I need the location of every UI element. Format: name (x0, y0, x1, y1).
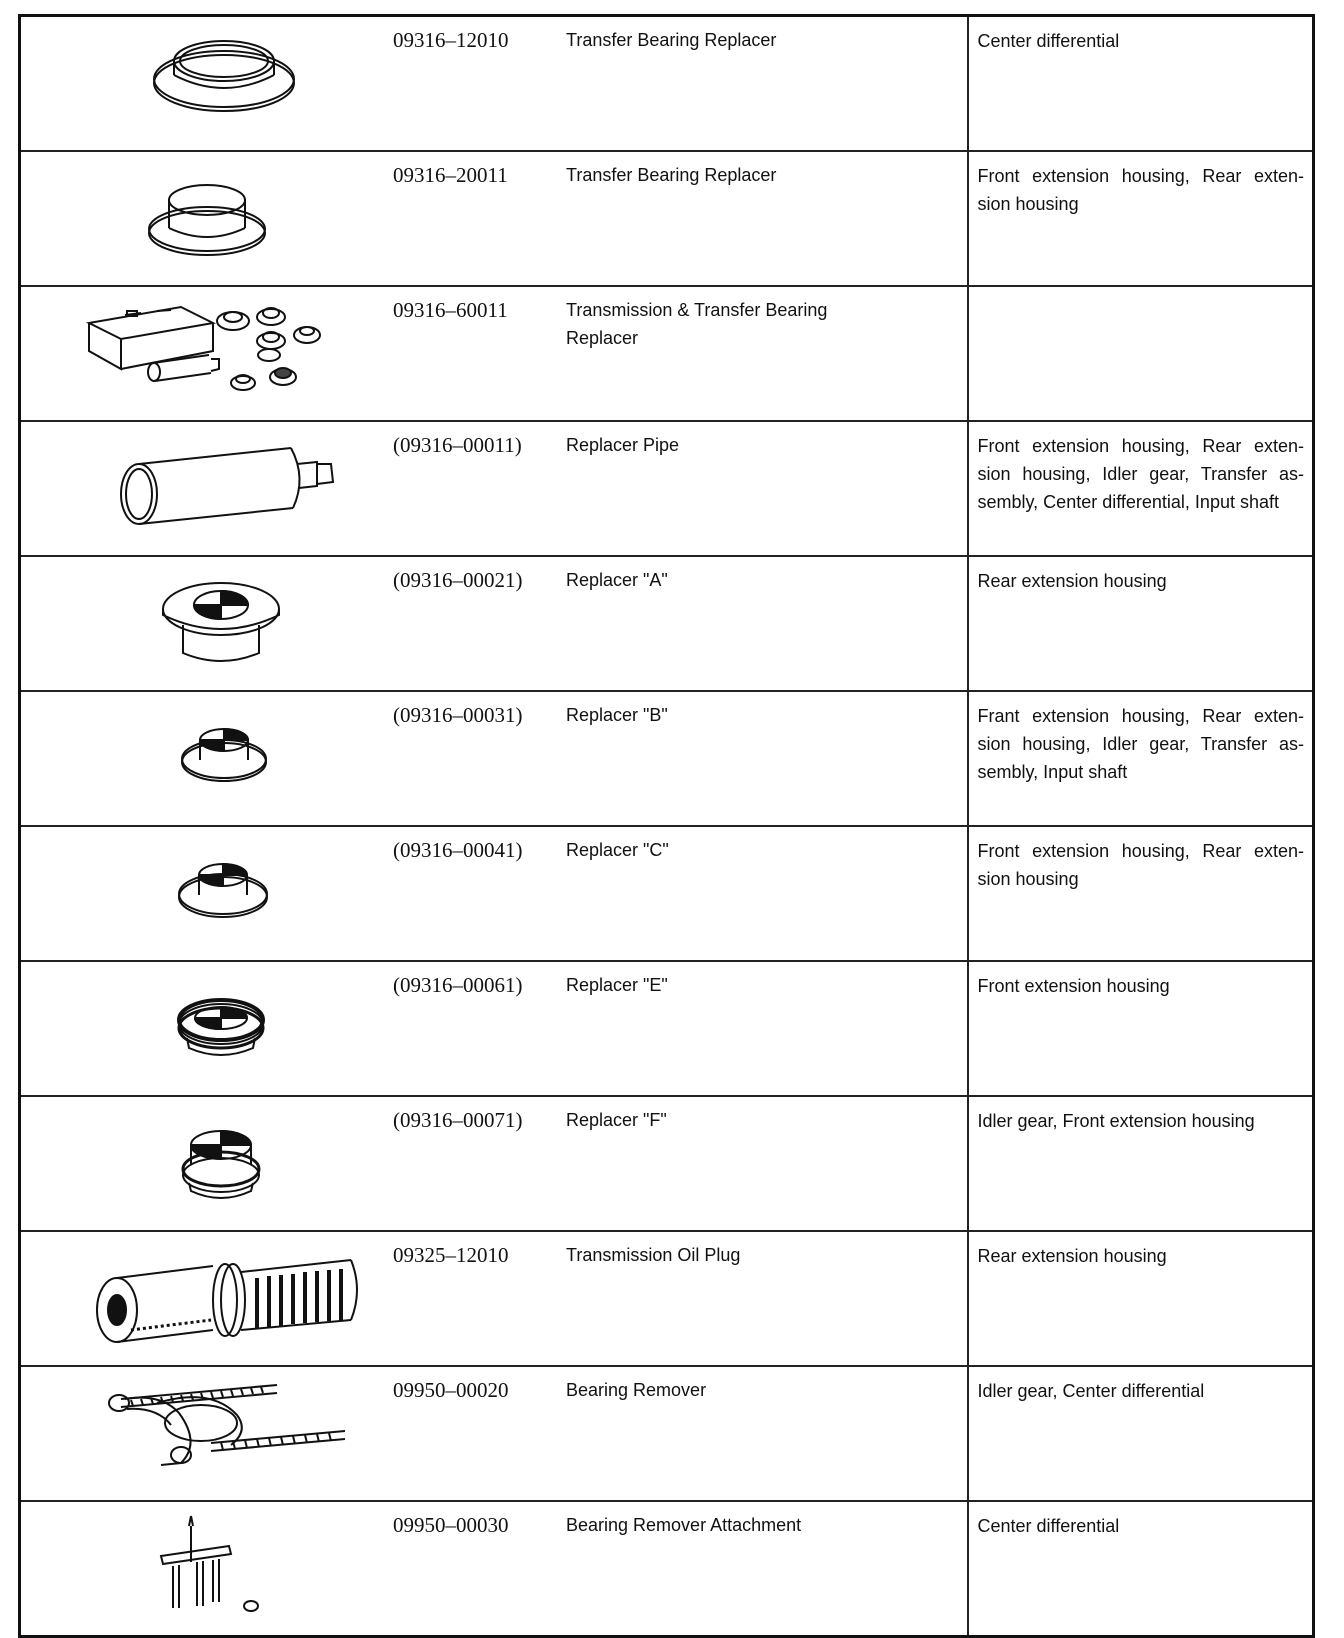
table-row (20, 16, 1314, 152)
tool-application: Center differential (968, 1501, 1314, 1637)
table-row (20, 826, 1314, 961)
tool-application: Rear extension housing (968, 1231, 1314, 1366)
table-row (20, 421, 1314, 556)
table-row (20, 151, 1314, 286)
part-number: (09316–00031) (393, 703, 523, 727)
replacer-pipe-icon (61, 428, 391, 543)
bearing-remover-attachment-icon (61, 1508, 391, 1623)
tool-application: Front extension housing (968, 961, 1314, 1096)
part-number: (09316–00061) (393, 973, 523, 997)
part-number: 09316–60011 (393, 298, 508, 322)
table-row (20, 1231, 1314, 1366)
part-number: 09325–12010 (393, 1243, 509, 1267)
tool-name: Bearing Remover Attachment (566, 1515, 802, 1535)
tool-name: Replacer "B" (566, 705, 668, 725)
tool-application: Front extension housing, Rear exten-sion housing, Idler gear, Transfer as-sembly, Center differential, Input shaft (968, 421, 1314, 556)
part-number: 09950–00020 (393, 1378, 509, 1402)
tool-name: Bearing Remover (566, 1380, 707, 1400)
replacer-set-icon (61, 293, 391, 408)
replacer-a-icon (61, 563, 391, 678)
tool-name: Replacer "C" (566, 840, 669, 860)
part-number: 09316–20011 (393, 163, 508, 187)
bearing-remover-icon (61, 1373, 391, 1488)
table-row (20, 1096, 1314, 1231)
tool-application: Front extension housing, Rear exten-sion housing (968, 826, 1314, 961)
table-row (20, 556, 1314, 691)
transfer-bearing-replacer-icon (61, 158, 391, 273)
tool-application: Rear extension housing (968, 556, 1314, 691)
replacer-b-icon (61, 698, 391, 813)
table-row (20, 1366, 1314, 1501)
tool-name: Transmission & Transfer Bearing Replacer (566, 300, 828, 348)
table-row (20, 286, 1314, 421)
tool-name: Replacer "A" (566, 570, 668, 590)
table-row (20, 691, 1314, 826)
part-number: 09316–12010 (393, 28, 509, 52)
tool-application: Center differential (968, 16, 1314, 152)
tool-application (968, 286, 1314, 421)
part-number: (09316–00021) (393, 568, 523, 592)
part-number: (09316–00041) (393, 838, 523, 862)
tool-name: Transfer Bearing Replacer (566, 30, 777, 50)
tool-application: Idler gear, Front extension housing (968, 1096, 1314, 1231)
tool-name: Replacer "E" (566, 975, 668, 995)
tool-name: Replacer Pipe (566, 435, 680, 455)
replacer-e-icon (61, 968, 391, 1083)
tool-name: Transmission Oil Plug (566, 1245, 741, 1265)
tool-name: Transfer Bearing Replacer (566, 165, 777, 185)
oil-plug-icon (61, 1238, 391, 1353)
tool-name: Replacer "F" (566, 1110, 667, 1130)
part-number: (09316–00071) (393, 1108, 523, 1132)
tool-application: Frant extension housing, Rear exten-sion housing, Idler gear, Transfer as-sembly, Input shaft (968, 691, 1314, 826)
replacer-c-icon (61, 833, 391, 948)
table-row (20, 1501, 1314, 1637)
tool-application: Front extension housing, Rear exten-sion housing (968, 151, 1314, 286)
transfer-bearing-replacer-icon (61, 23, 391, 138)
tool-application: Idler gear, Center differential (968, 1366, 1314, 1501)
table-row (20, 961, 1314, 1096)
part-number: (09316–00011) (393, 433, 522, 457)
part-number: 09950–00030 (393, 1513, 509, 1537)
replacer-f-icon (61, 1103, 391, 1218)
special-tools-table (18, 14, 1315, 1638)
